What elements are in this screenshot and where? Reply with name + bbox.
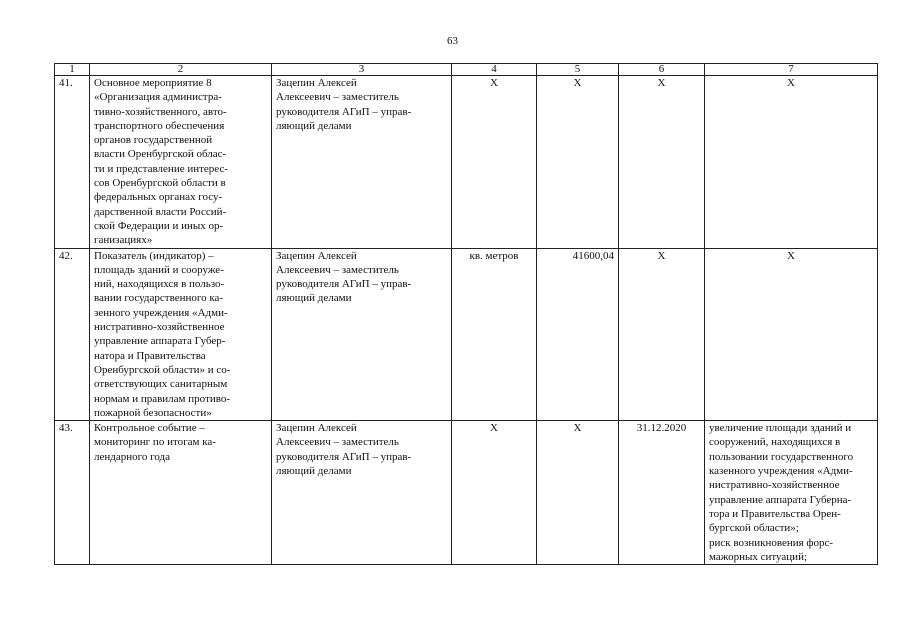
result-cell: [705, 248, 878, 421]
result-line: бургской области»;: [709, 522, 799, 535]
date-cell: 31.12.2020: [619, 421, 705, 565]
responsible-line: ляющий делами: [276, 465, 352, 478]
unit-cell: Х: [452, 76, 537, 249]
event-name-line: «Организация администра-: [94, 91, 222, 104]
column-header-6: 6: [619, 64, 705, 76]
row-number-cell: 43.: [55, 421, 90, 565]
event-name-line: ти и представление интерес-: [94, 162, 228, 175]
event-name-line: органов государственной: [94, 134, 213, 147]
responsible-line: руководителя АГиП – управ-: [276, 105, 412, 118]
date-cell: Х: [619, 248, 705, 421]
event-name-line: зенного учреждения «Адми-: [94, 306, 228, 319]
event-name-line: сов Оренбургской области в: [94, 177, 226, 190]
result-line: управление аппарата Губерна-: [709, 493, 852, 506]
result-line: казенного учреждения «Адми-: [709, 465, 853, 478]
result-line: пользовании государственного: [709, 450, 854, 463]
result-line: Х: [787, 249, 795, 262]
value-cell: Х: [537, 421, 619, 565]
result-cell: [705, 76, 878, 249]
event-name-line: натора и Правительства: [94, 349, 206, 362]
column-header-1: 1: [55, 64, 90, 76]
event-name-line: вании государственного ка-: [94, 292, 224, 305]
event-name-line: площадь зданий и сооруже-: [94, 263, 224, 276]
event-name-line: тивно-хозяйственного, авто-: [94, 105, 227, 118]
table-row: [55, 76, 878, 249]
result-line: тора и Правительства Орен-: [709, 507, 841, 520]
result-cell: [705, 421, 878, 565]
plan-table: [54, 63, 878, 565]
responsible-line: Алексеевич – заместитель: [276, 436, 399, 449]
column-header-7: 7: [705, 64, 878, 76]
event-name-line: транспортного обеспечения: [94, 119, 225, 132]
event-name-line: ответствующих санитарным: [94, 378, 228, 391]
event-name-line: Показатель (индикатор) –: [94, 249, 214, 262]
event-name-line: власти Оренбургской облас-: [94, 148, 227, 161]
event-name-line: лендарного года: [94, 450, 171, 463]
responsible-line: Зацепин Алексей: [276, 77, 357, 89]
event-name-line: федеральных органах госу-: [94, 191, 223, 204]
result-line: сооружений, находящихся в: [709, 436, 841, 449]
event-name-line: дарственной власти Россий-: [94, 205, 227, 218]
row-number-cell: 41.: [55, 76, 90, 249]
result-line: мажорных ситуаций;: [709, 550, 808, 563]
result-line: увеличение площади зданий и: [709, 422, 852, 435]
event-name-line: Оренбургской области» и со-: [94, 363, 231, 376]
event-name-cell: [90, 76, 272, 249]
event-name-line: пожарной безопасности»: [94, 406, 212, 419]
responsible-line: ляющий делами: [276, 292, 352, 305]
responsible-cell: [272, 421, 452, 565]
event-name-line: нормам и правилам противо-: [94, 392, 230, 405]
column-header-5: 5: [537, 64, 619, 76]
date-cell: Х: [619, 76, 705, 249]
table-row: [55, 248, 878, 421]
column-header-4: 4: [452, 64, 537, 76]
unit-cell: Х: [452, 421, 537, 565]
table-row: [55, 421, 878, 565]
column-header-2: 2: [90, 64, 272, 76]
event-name-cell: [90, 248, 272, 421]
event-name-line: нистративно-хозяйственное: [94, 321, 225, 334]
responsible-cell: [272, 76, 452, 249]
event-name-line: мониторинг по итогам ка-: [94, 436, 216, 449]
header-row: [55, 64, 878, 76]
event-name-line: Основное мероприятие 8: [94, 77, 212, 89]
responsible-line: руководителя АГиП – управ-: [276, 450, 412, 463]
responsible-line: руководителя АГиП – управ-: [276, 278, 412, 291]
responsible-line: Зацепин Алексей: [276, 249, 357, 262]
responsible-line: ляющий делами: [276, 119, 352, 132]
event-name-line: ганизациях»: [94, 234, 153, 247]
event-name-line: управление аппарата Губер-: [94, 335, 226, 348]
responsible-cell: [272, 248, 452, 421]
responsible-line: Алексеевич – заместитель: [276, 91, 399, 104]
responsible-line: Алексеевич – заместитель: [276, 263, 399, 276]
column-header-3: 3: [272, 64, 452, 76]
event-name-line: ской Федерации и иных ор-: [94, 219, 224, 232]
result-line: риск возникновения форс-: [709, 536, 834, 549]
event-name-line: Контрольное событие –: [94, 422, 205, 435]
unit-cell: кв. метров: [452, 248, 537, 421]
event-name-line: ний, находящихся в пользо-: [94, 278, 225, 291]
result-line: Х: [787, 77, 795, 89]
result-line: нистративно-хозяйственное: [709, 479, 840, 492]
page-number: 63: [447, 35, 458, 47]
value-cell: 41600,04: [537, 248, 619, 421]
row-number-cell: 42.: [55, 248, 90, 421]
responsible-line: Зацепин Алексей: [276, 422, 357, 435]
event-name-cell: [90, 421, 272, 565]
value-cell: Х: [537, 76, 619, 249]
